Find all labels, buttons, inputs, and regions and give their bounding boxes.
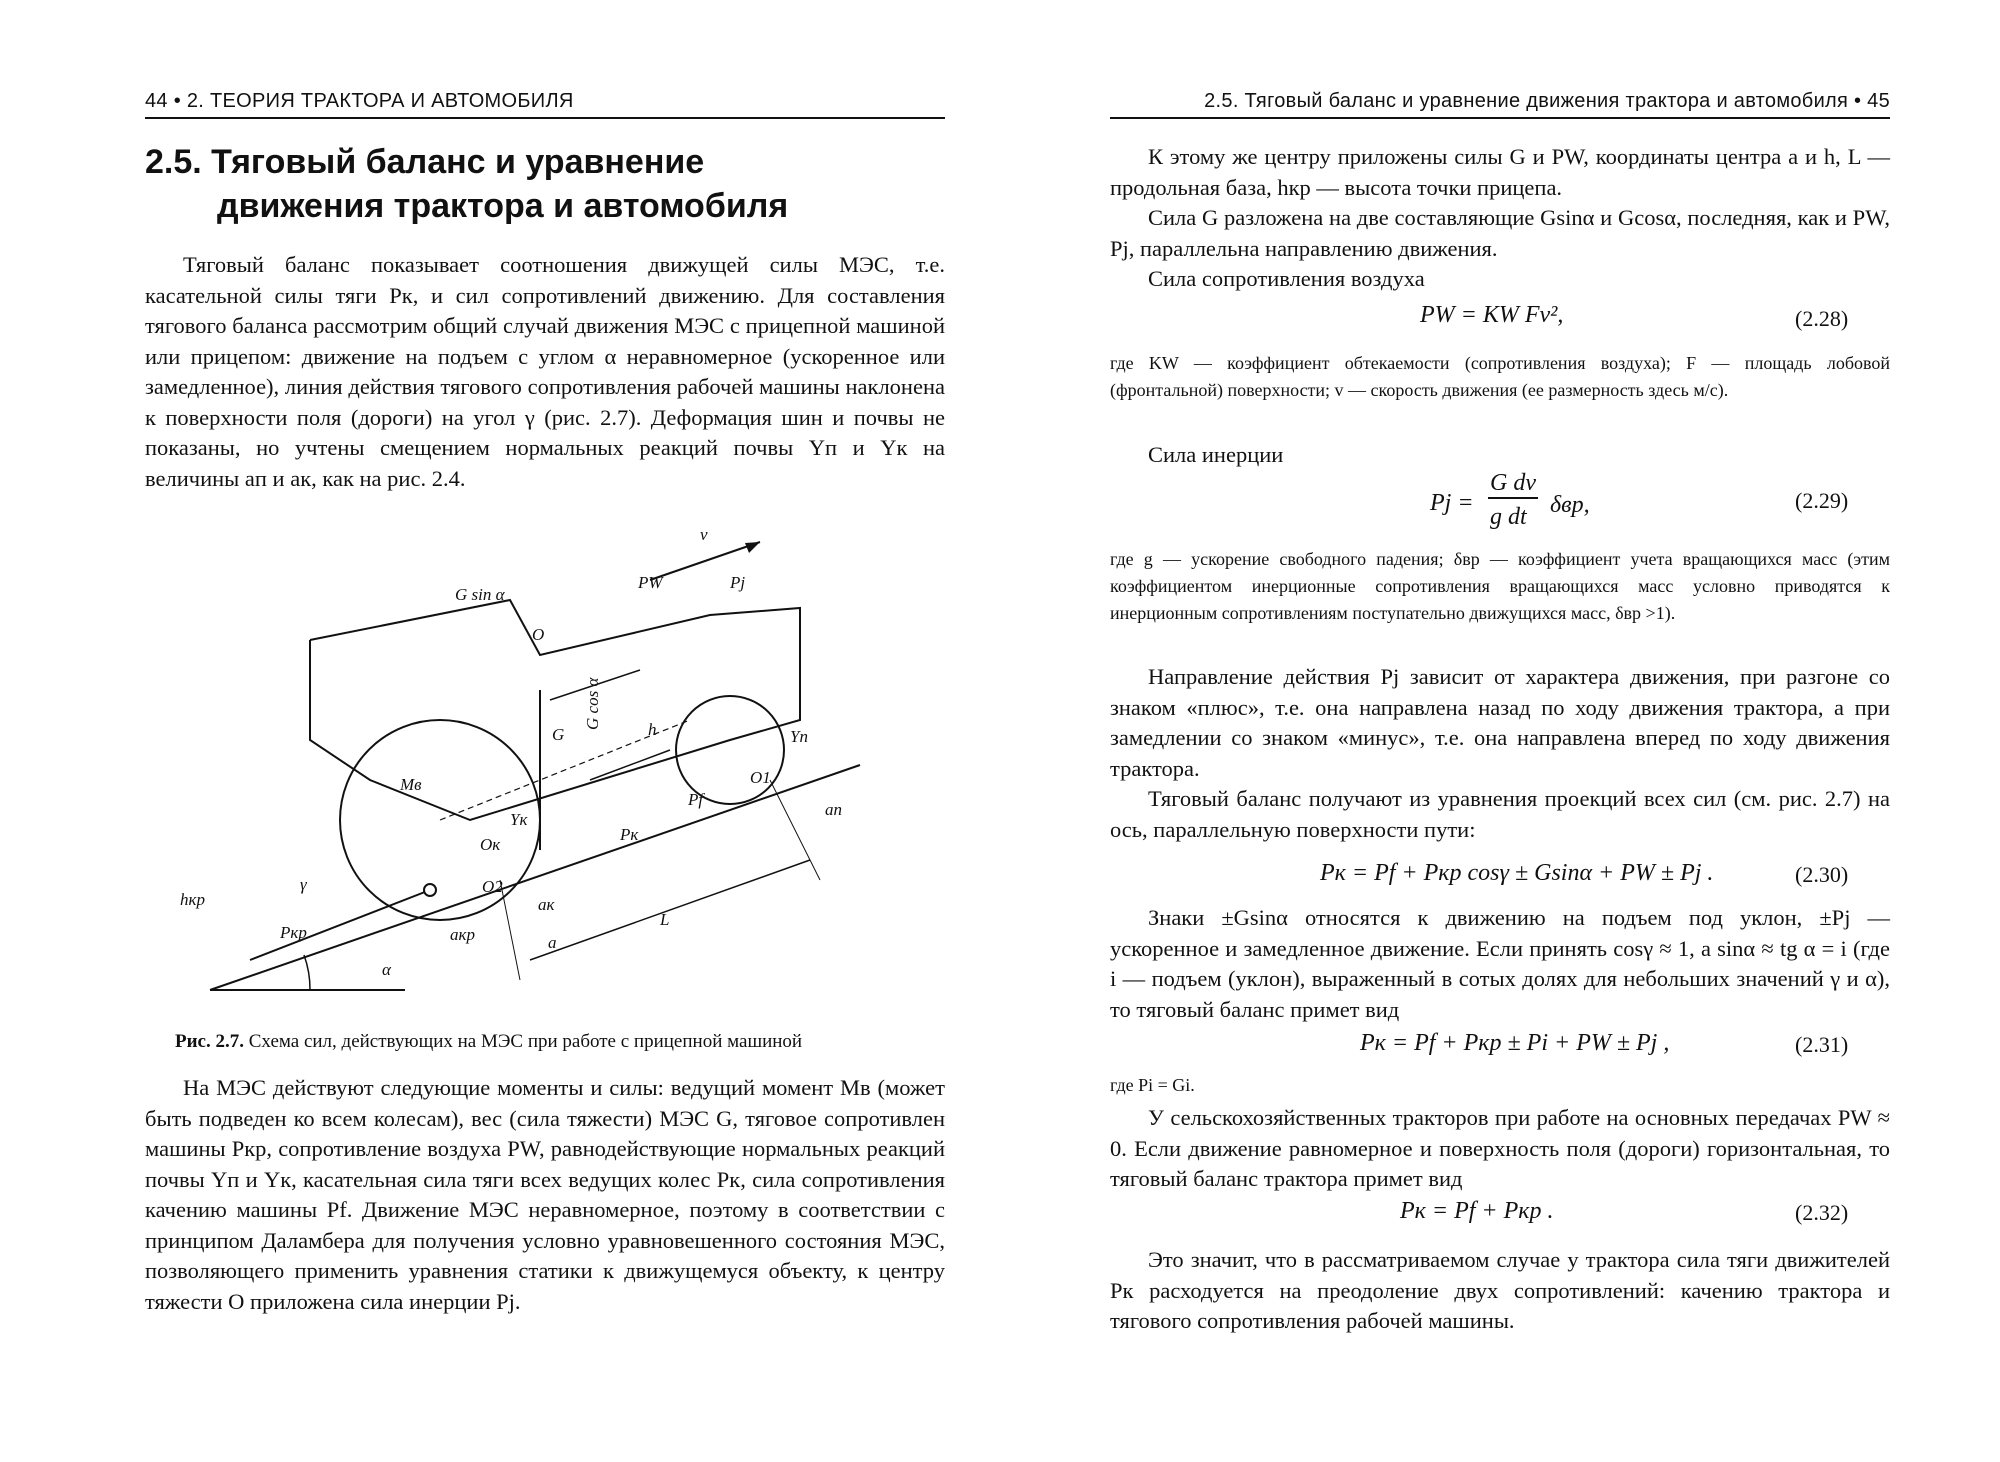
label-pw: PW	[638, 573, 663, 592]
right-para-8: Тяговый баланс получают из уравнения проекций всех сил (см. рис. 2.7) на ось, параллельную поверхности пути:	[1110, 786, 1890, 842]
equation-2-28: PW = KW Fv²,	[1420, 302, 1564, 328]
label-h: h	[648, 720, 657, 739]
eq229-denominator: g dt	[1490, 504, 1527, 530]
eq229-numerator: G dv	[1488, 470, 1538, 499]
label-gamma: γ	[300, 875, 307, 894]
section-title-line2: движения трактора и автомобиля	[217, 187, 789, 225]
label-o1: O1	[750, 768, 771, 787]
label-o: O	[532, 625, 545, 644]
equation-2-32-number: (2.32)	[1795, 1200, 1849, 1225]
label-hkr: hкр	[180, 890, 205, 909]
equation-2-29-number: (2.29)	[1795, 488, 1849, 513]
right-page	[1000, 0, 2000, 1462]
equation-2-28-number: (2.28)	[1795, 306, 1849, 331]
figure-caption	[175, 1030, 945, 1054]
equation-2-31: Pк = Pf + Pкр ± Pi + PW ± Pj ,	[1360, 1030, 1670, 1056]
section-title-line1: 2.5. Тяговый баланс и уравнение	[145, 143, 705, 181]
right-para-1: К этому же центру приложены силы G и PW, координаты центра a и h, L — продольная база, hкр — высота точки прицепа.	[1110, 144, 1890, 200]
right-para-5: Сила инерции	[1148, 442, 1284, 467]
label-ap: aп	[825, 800, 842, 819]
eq229-lhs: Pj =	[1430, 490, 1474, 516]
right-para-11: У сельскохозяйственных тракторов при работе на основных передачах PW ≈ 0. Если движение равномерное и поверхность поля (дороги) горизонтальная, то тяговый баланс трактора примет вид	[1110, 1105, 1890, 1191]
label-yp: Yп	[790, 727, 808, 746]
label-mv: Mв	[400, 775, 422, 794]
label-L: L	[660, 910, 670, 929]
header-rule-left	[145, 117, 945, 119]
label-g: G	[552, 725, 565, 744]
right-para-12: Это значит, что в рассматриваемом случае у трактора сила тяги движителей Pк расходуется на преодоление двух сопротивлений: качению трактора и тягового сопротивления рабочей машины.	[1110, 1247, 1890, 1333]
label-pkr: Pкр	[280, 923, 307, 942]
running-head-right: 2.5. Тяговый баланс и уравнение движения трактора и автомобиля • 45	[1204, 90, 1890, 112]
label-yk: Yк	[510, 810, 528, 829]
equation-2-31-number: (2.31)	[1795, 1032, 1849, 1057]
label-ak: aк	[538, 895, 555, 914]
running-head-left: 44 • 2. ТЕОРИЯ ТРАКТОРА И АВТОМОБИЛЯ	[145, 90, 574, 112]
label-a: a	[548, 933, 557, 952]
right-para-3: Сила сопротивления воздуха	[1148, 266, 1425, 291]
drawbar	[250, 890, 430, 960]
label-pf: Pf	[688, 790, 704, 809]
equation-2-30-number: (2.30)	[1795, 862, 1849, 887]
label-akr: aкр	[450, 925, 475, 944]
front-wheel	[676, 696, 784, 804]
label-g-cos: G cos α	[583, 677, 602, 730]
label-pj: Pj	[730, 573, 746, 592]
header-rule-right	[1110, 117, 1890, 119]
tractor-body	[310, 600, 800, 820]
right-para-6: где g — ускорение свободного падения; δвр — коэффициент учета вращающихся масс (этим коэффициентом инерционные сопротивления вращающихся масс условно приводятся к инерционным сопротивлениям поступательно движущихся масс, δвр >1).	[1110, 549, 1890, 623]
label-pk: Pк	[620, 825, 639, 844]
label-ok: Oк	[480, 835, 501, 854]
caption-text: Схема сил, действующих на МЭС при работе с прицепной машиной	[248, 1031, 803, 1052]
figure-2-7	[170, 520, 890, 1020]
label-alpha: α	[382, 960, 391, 979]
right-para-10: где Pi = Gi.	[1110, 1075, 1195, 1095]
right-para-2: Сила G разложена на две составляющие Gsinα и Gcosα, последняя, как и PW, Pj, параллельна направлению движения.	[1110, 205, 1890, 261]
equation-2-32: Pк = Pf + Pкр .	[1400, 1198, 1554, 1224]
left-para-2: На МЭС действуют следующие моменты и силы: ведущий момент Mв (может быть подведен ко всем колесам), вес (сила тяжести) МЭС G, тяговое сопротивлен машины Pкр, сопротивление воздуха PW, равнодействующие нормальных реакций почвы Yп и Yк, касательная сила тяги всех ведущих колес Pк, сила сопротивления качению машины Pf. Движение МЭС неравномерное, поэтому в соответствии с принципом Даламбера для получения условно уравновешенного состояния МЭС, позволяющего применить уравнения статики к движущемуся объекту, к центру тяжести O приложена сила инерции Pj.	[145, 1075, 945, 1314]
right-para-9: Знаки ±Gsinα относятся к движению на подъем под уклон, ±Pj — ускоренное и замедленное движение. Если принять cosγ ≈ 1, а sinα ≈ tg α = i (где i — подъем (уклон), выраженный в сотых долях для небольших значений γ и α), то тяговый баланс примет вид	[1110, 905, 1890, 1022]
label-o2: O2	[482, 877, 503, 896]
caption-label: Рис. 2.7.	[175, 1031, 244, 1052]
force-diagram	[170, 520, 890, 1020]
right-para-7: Направление действия Pj зависит от характера движения, при разгоне со знаком «плюс», т.е. она направлена назад по ходу движения трактора, а при замедлении со знаком «минус», т.е. она направлена вперед по ходу движения трактора.	[1110, 664, 1890, 781]
label-v: v	[700, 525, 708, 544]
eq229-tail: δвр,	[1550, 492, 1590, 518]
left-para-1: Тяговый баланс показывает соотношения движущей силы МЭС, т.е. касательной силы тяги Pк, и сил сопротивлений движению. Для составления тягового баланса рассмотрим общий случай движения МЭС с прицепной машиной или прицепом: движение на подъем с углом α неравномерное (ускоренное или замедленное), линия действия тягового сопротивления рабочей машины наклонена к поверхности поля (дороги) на угол γ (рис. 2.7). Деформация шин и почвы не показаны, но учтены смещением нормальных реакций почвы Yп и Yк на величины aп и aк, как на рис. 2.4.	[145, 252, 945, 491]
section-title	[145, 140, 945, 228]
right-para-4: где KW — коэффициент обтекаемости (сопротивления воздуха); F — площадь лобовой (фронтальной) поверхности; v — скорость движения (ее размерность здесь м/с).	[1110, 353, 1890, 400]
label-g-sin: G sin α	[455, 585, 505, 604]
equation-2-30: Pк = Pf + Pкр cosγ ± Gsinα + PW ± Pj .	[1320, 860, 1714, 886]
